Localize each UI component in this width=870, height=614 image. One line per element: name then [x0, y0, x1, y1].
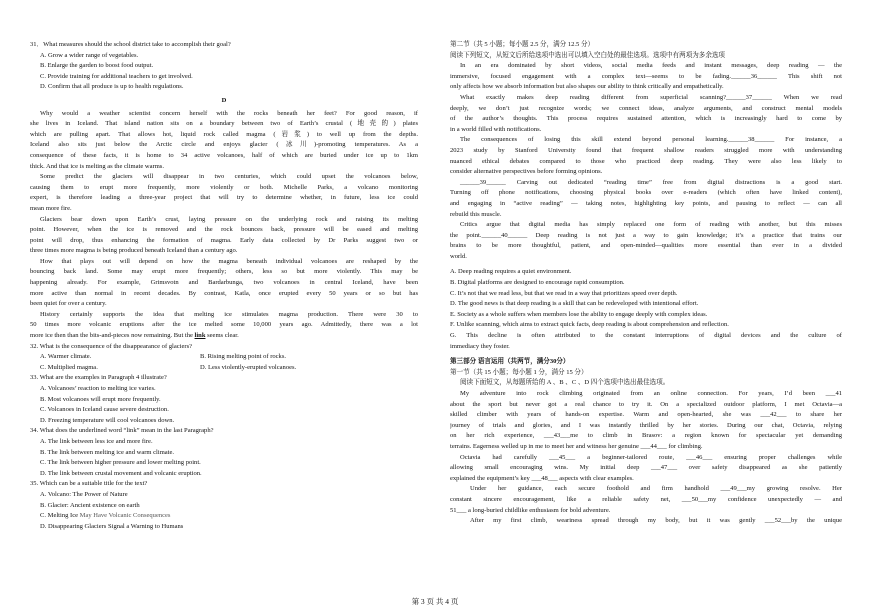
underlined-word-link: link — [194, 332, 206, 340]
option-a: A. Volcanoes’ reaction to melting ice varies. — [40, 385, 156, 392]
option-b: B. Most volcanoes will erupt more frequently. — [40, 395, 161, 403]
question-stem: 31．What measures should the school district take to accomplish their goal? — [30, 41, 231, 48]
passage-line: thick. And that ice is melting as the climate warms. — [30, 162, 164, 170]
option-b: B. Digital platforms are designed to encourage rapid consumption. — [450, 279, 625, 287]
cloze-line: My adventure into rock climbing originated from an online connection. For years, I’d been ___41 — [460, 390, 842, 397]
page-number-footer: 第 3 页 共 4 页 — [411, 597, 459, 606]
paragraph-5 — [450, 220, 842, 262]
cloze-paragraph-4 — [450, 516, 842, 527]
cloze-paragraph-1 — [450, 389, 842, 453]
section-instruction: 阅读下列短文，从短文后所给选项中选出可以填入空白处的最佳选项。选项中有两项为多余选项 — [450, 51, 725, 59]
paragraph-line: What exactly makes deep reading different from superficial scanning?______37______ When we read — [460, 93, 842, 101]
paragraph-2 — [450, 93, 842, 135]
question-stem: 34. What does the underlined word “link” mean in the last Paragraph? — [30, 427, 214, 435]
cloze-paragraph-3 — [450, 484, 842, 516]
paragraph-line: consider alternative perspectives before forming opinions. — [450, 168, 603, 176]
option-c-text-grey: May Have Volcanic Consequences — [79, 512, 171, 520]
option-a: A. Grow a wider range of vegetables. — [40, 51, 139, 59]
paragraph-line: world. — [450, 252, 467, 260]
option-d: D. Confirm that all produce is up to health regulations. — [40, 83, 184, 91]
cloze-line: allowing small encouraging wins. My initial deep ___47___ over safety disappeared as she patiently — [450, 464, 842, 472]
option-b: B. Rising melting point of rocks. — [200, 353, 287, 361]
paragraph-line: the point.______40______ Deep reading is not just a way to gain knowledge; it’s a practice that trains our — [450, 231, 842, 239]
cloze-paragraph-2 — [450, 453, 842, 485]
question-32 — [30, 342, 418, 374]
paragraph-line: In an era dominated by short videos, social media feeds and instant messages, deep reading — the — [460, 62, 842, 70]
passage-line: Why would a weather scientist concern herself with the rocks beneath her feet? For good reason, if — [40, 109, 418, 117]
option-b: B. The link between melting ice and warm climate. — [40, 448, 175, 456]
option-c: C. Multiplied magma. — [40, 363, 98, 371]
option-g: G. This decline is often attributed to the constant interruptions of digital devices and the culture of — [450, 332, 842, 340]
passage-line: three times more magma is being produced beneath Iceland than a century ago. — [30, 247, 238, 255]
cloze-line: terrains. Eagerness welled up in me to meet her and witness her genuine ___44___ for climbing. — [450, 442, 703, 450]
paragraph-line: and engaging in “active reading” — taking notes, highlighting key points, and pausing to reflect — can all — [450, 199, 842, 207]
passage-line: which are pulling apart. That allows hot, liquid rock called magma (岩浆) to well up from the depths. — [30, 130, 418, 138]
passage-line: point will drop, thus enhancing the formation of magma. Early data collected by Dr Parks suggest two or — [30, 236, 418, 244]
option-a: A. Volcano: The Power of Nature — [40, 490, 128, 498]
cloze-line: constant sincere encouragement, like a reliable safety net, ___50___my confidence unexpectedly — and — [450, 495, 842, 503]
option-a: A. Deep reading requires a quiet environment. — [450, 268, 572, 276]
paragraph-line: nuanced ethical debates compared to those who practiced deep reading. They were also less likely to — [450, 157, 842, 165]
passage-line: Glaciers bear down upon Earth’s crust, laying pressure on the underlying rock and raising its melting — [40, 215, 418, 223]
option-g-continued: immediacy they foster. — [450, 342, 510, 350]
question-stem: 33. What are the examples in Paragraph 4 illustrate? — [30, 374, 167, 382]
question-34 — [30, 426, 418, 479]
cloze-line: After my first climb, weariness spread through my body, but it was gently ___52___by the unique — [470, 517, 842, 525]
passage-line: Some predict the glaciers will disappear in two centuries, which could upset the volcanoes below, — [40, 173, 418, 181]
option-f: F. Unlike scanning, which aims to extract quick facts, deep reading is about comprehension and reflection. — [450, 321, 729, 329]
cloze-line: 51___ a long-buried childlike enthusiasm for bold adventure. — [450, 506, 611, 514]
cloze-line: explained the equipment’s key ___48___ aspects with clear examples. — [450, 474, 634, 482]
question-33 — [30, 373, 418, 426]
answer-options — [450, 267, 842, 352]
passage-line: expert, is therefore leading a three-year project that will try to determine whether, in future, less ice could — [30, 194, 418, 202]
option-d: D. The link between crustal movement and volcanic eruption. — [40, 469, 202, 477]
paragraph-line: rebuild this muscle. — [450, 210, 502, 218]
section-instruction: 阅读下面短文，从每题所给的 A 、B 、C 、D 四个选项中选出最佳选项。 — [460, 379, 670, 387]
paragraph-line: only affects how we absorb information but also shapes our ability to think critically and empathetically. — [450, 83, 724, 91]
option-a: A. The link between less ice and more fire. — [40, 437, 153, 445]
paragraph-line: immersive, focused engagement with a complex text—seems to be fading.______36______ This shift not — [450, 72, 842, 80]
option-d: D. The good news is that deep reading is a skill that can be redeveloped with intentional effort. — [450, 300, 699, 308]
paragraph-line: Critics argue that digital media has simply replaced one form of reading with another, but this misses — [460, 221, 842, 229]
section-title: 第二节（共 5 小题；每小题 2.5 分，满分 12.5 分） — [450, 41, 595, 48]
passage-text: more ice then than the bits-and-pieces now remaining. But the — [30, 332, 195, 340]
option-row — [30, 363, 418, 374]
paragraph-line: deeply, we don’t just recognize words; we connect ideas, analyze arguments, and construct mental models — [450, 104, 842, 112]
option-c — [30, 511, 418, 522]
paragraph-line: in a world filled with notifications. — [450, 125, 542, 133]
option-d: D. Disappearing Glaciers Signal a Warning to Humans — [40, 522, 184, 530]
passage-line: 50 times more volcanic eruptions after the ice melted some 10,000 years ago. Admittedly, there was a lot — [30, 321, 418, 329]
question-stem: 32. What is the consequence of the disappearance of glaciers? — [30, 342, 193, 350]
passage-line: mean more fire. — [30, 204, 72, 212]
paragraph-line: Turning off phone notifications, choosing physical books over e-readers (which often have linked content), — [450, 189, 842, 197]
paragraph-line: 2023 study by Stanford University found that frequent shallow readers struggled more with understanding — [450, 146, 842, 154]
section-title: 第一节（共 15 小题；每小题 1 分，满分 15 分） — [450, 368, 588, 376]
option-b: B. Glacier: Ancient existence on earth — [40, 501, 140, 509]
cloze-line: about the sport but never got a real chance to try it. On a specialized outdoor platform, I met Octavia—a — [450, 400, 842, 408]
passage-line: History certainly supports the idea that melting ice stimulates magma production. There were 30 to — [40, 310, 418, 318]
paragraph-1 — [450, 61, 842, 93]
option-c-text: C. Melting Ice — [40, 512, 80, 520]
question-31 — [30, 40, 418, 93]
left-column — [30, 40, 418, 532]
passage-line: happening already. For example, Grimsvotn and Bardarbunga, two volcanoes in central Iceland, have been — [30, 279, 418, 287]
passage-line: consequence of these facts, it is home to 34 active volcanoes, half of which are buried under ice up to 1km — [30, 151, 418, 159]
passage-line: point. However, when the ice is removed and the rock bounces back, pressure will be eased and melting — [30, 226, 418, 234]
option-e: E. Society as a whole suffers when members lose the ability to engage deeply with complex ideas. — [450, 310, 708, 318]
cloze-line: journey of trials and glories, and I was instantly thrilled by her stories. During our chat, Octavia, relying — [450, 421, 842, 429]
passage-heading: D — [221, 96, 227, 104]
passage-line: more active than normal in recent decades. By contrast, Katla, once erupted every 50 years or so but has — [30, 289, 418, 297]
paragraph-line: ______39______ Carving out dedicated “reading time” free from digital distractions is a good start. — [460, 178, 842, 186]
paragraph-line: of the author’s thoughts. This process requires sustained attention, which is increasingly hard to come by — [450, 115, 842, 123]
option-d: D. Less violently-erupted volcanoes. — [200, 363, 297, 371]
passage-line: she lives in Iceland. That island nation sits on a boundary between two of Earth’s crustal (地壳的) plates — [30, 120, 418, 128]
option-a: A. Warmer climate. — [40, 353, 92, 361]
passage-last-line — [30, 331, 418, 342]
paragraph-3 — [450, 135, 842, 177]
cloze-line: Under her guidance, each secure foothold and firm handhold ___49___my growing resolve. Her — [470, 485, 842, 493]
question-stem: 35. Which can be a suitable title for the text? — [30, 480, 148, 488]
passage-line: Iceland also sits just below the Arctic circle and enjoys glacier (冰川)-promoting temperatures. As a — [30, 141, 418, 149]
passage-line: bouncing back land. Some may erupt more frequently; others, less so but more violently. This may be — [30, 268, 418, 276]
option-c: C. The link between higher pressure and lower melting point. — [40, 459, 201, 467]
option-d: D. Freezing temperature will cool volcanoes down. — [40, 416, 175, 424]
question-35 — [30, 479, 418, 532]
option-b: B. Enlarge the garden to boost food output. — [40, 62, 154, 70]
option-c: C. Volcanoes in Iceland cause severe destruction. — [40, 406, 169, 414]
option-row — [30, 352, 418, 363]
passage-d — [30, 109, 418, 342]
right-column — [450, 40, 842, 527]
cloze-line: Octavia had carefully ___45___ a beginner-tailored route, ___46___ ensuring proper challenges while — [460, 453, 842, 461]
cloze-line: on her rich experience, ___43___me to climb in Brasov: a region known for spectacular yet demanding — [450, 432, 842, 440]
passage-line: been quiet for over a century. — [30, 300, 107, 308]
part-title: 第三部分 语言运用（共两节，满分30分） — [450, 358, 570, 366]
cloze-line: skilled climber with years of hands-on expertise. Warm and open-hearted, she was ___42___ to share her — [450, 411, 842, 419]
paragraph-line: brains to be more thoughtful, patient, and open-minded—qualities more essential than ever in a divided — [450, 242, 842, 250]
passage-line: causing them to erupt more frequently, more violently or both. Michelle Parks, a volcano monitoring — [30, 183, 418, 191]
option-c: C. Provide training for additional teachers to get involved. — [40, 72, 193, 80]
paragraph-line: The consequences of losing this skill extend beyond personal learning.______38______ For instance, a — [460, 136, 842, 144]
paragraph-4 — [450, 178, 842, 220]
passage-text: seems clear. — [205, 332, 239, 340]
option-c: C. It’s not that we read less, but that we read in a way that prioritizes speed over depth. — [450, 289, 678, 297]
passage-line: How that plays out will depend on how the magma beneath individual volcanoes are reshaped by the — [40, 257, 418, 265]
